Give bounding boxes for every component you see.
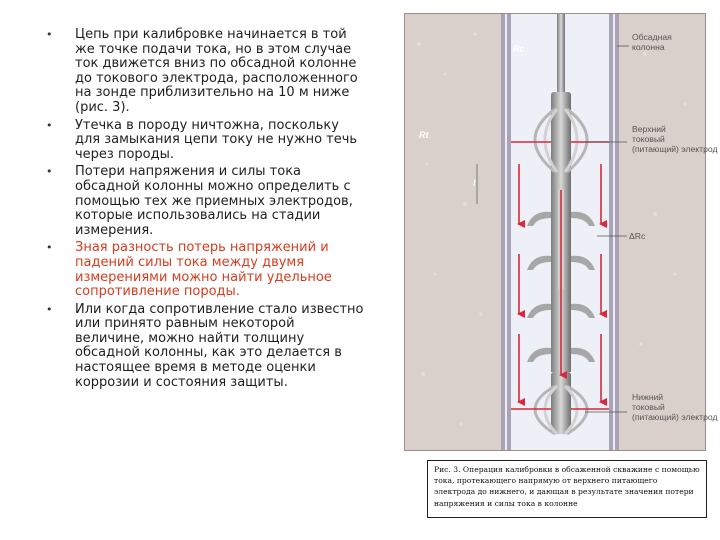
bullet-list	[44, 28, 366, 393]
label-lower-line1: Нижний	[632, 392, 664, 402]
tool-body-lower	[551, 372, 571, 434]
bullet-dot: •	[46, 302, 53, 316]
tool-body-upper	[551, 92, 571, 162]
label-casing-line1: Обсадная	[632, 32, 672, 42]
bullet-text-5: Или когда сопротивление стало известно или принято равным некоторой величине, можно найти толщину обсадной колонны, как это делается в настоящее время в методе оценки коррозии и состояния защиты.	[75, 301, 364, 390]
label-rt: Rt	[419, 130, 429, 140]
bullet-text-4: Зная разность потерь напряжений и падений силы тока между двумя измерениями можно найти удельное сопротивление породы.	[75, 240, 332, 300]
bullet-item-2	[44, 119, 366, 163]
bullet-text-3: Потери напряжения и силы тока обсадной колонны можно определить с помощью тех же приемных электродов, которые использовались на стадии измерения.	[75, 164, 353, 238]
label-upper-line1: Верхний	[632, 124, 666, 134]
label-lower-line2: токовый	[632, 402, 665, 412]
bullet-item-4	[44, 241, 366, 299]
label-upper-line2: токовый	[632, 134, 665, 144]
bullet-dot: •	[46, 28, 53, 41]
bullet-item-5	[44, 303, 366, 391]
label-casing-line2: колонна	[632, 42, 665, 52]
figure-caption: Рис. 3. Операция калибровки в обсаженной скважине с помощью тока, протекающего напрямую от верхнего питающего электрода до нижнего, и дающая в результате значения потери напряжения и силы тока в колонне	[427, 460, 707, 518]
bullet-text-2: Утечка в породу ничтожна, поскольку для замыкания цепи току не нужно течь через породы.	[75, 117, 358, 162]
label-delta-rc: ΔRc	[629, 231, 646, 241]
bullet-dot: •	[46, 241, 53, 255]
formation-left	[405, 14, 501, 450]
calibration-diagram	[404, 13, 718, 451]
bullet-text-1: Цепь при калибровке начинается в той же точке подачи тока, но в этом случае ток движется вниз по обсадной колонне до токового электрода, расположенного на зонде приблизительно на 10 м ниже (рис. 3).	[75, 27, 358, 115]
bullet-dot: •	[46, 165, 53, 179]
diagram-svg	[405, 14, 718, 450]
bullet-dot: •	[46, 118, 53, 132]
label-lower-line3: (питающий) электрод	[632, 412, 718, 422]
label-current: I	[473, 178, 476, 188]
cable	[557, 14, 565, 94]
label-upper-line3: (питающий) электрод	[632, 144, 718, 154]
label-rc-top: Rc	[513, 44, 525, 54]
bullet-item-1	[44, 28, 366, 116]
bullet-item-3	[44, 165, 366, 238]
